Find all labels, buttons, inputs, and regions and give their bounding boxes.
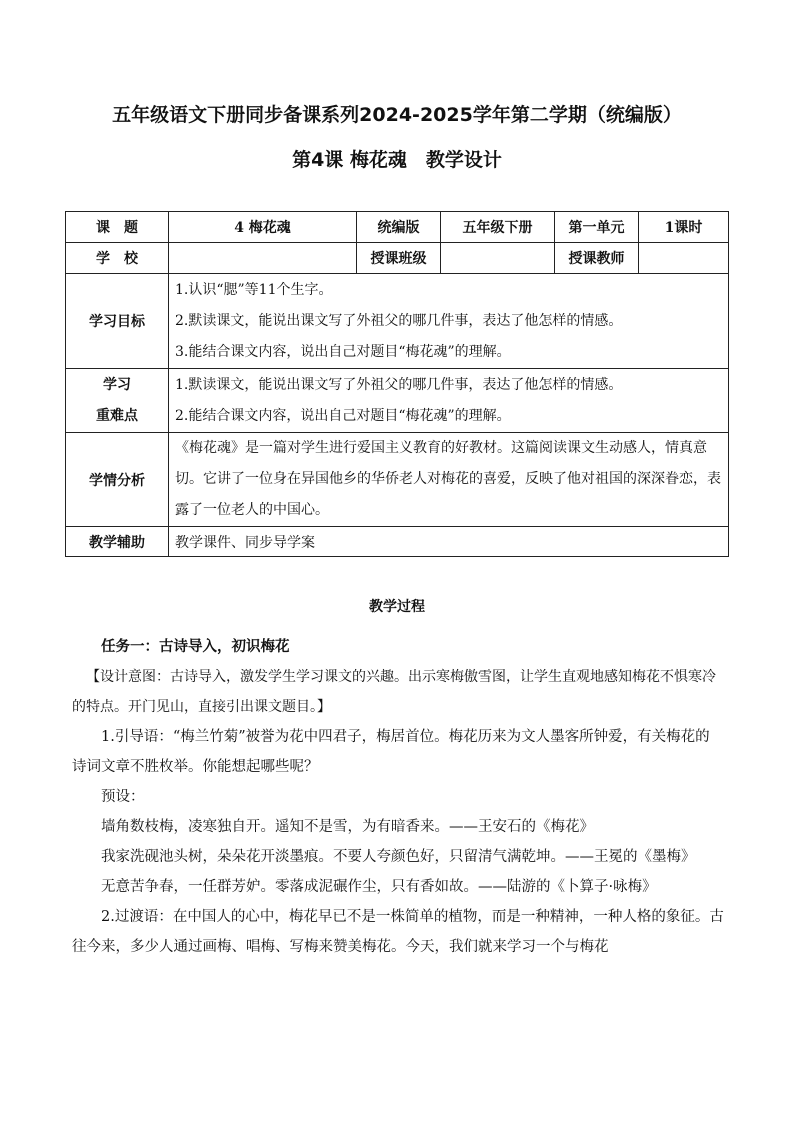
- edition: 统编版: [357, 212, 441, 243]
- key-points-content: [169, 369, 729, 433]
- poem-line: 我家洗砚池头树，朵朵花开淡墨痕。不要人夸颜色好，只留清气满乾坤。——王冕的《墨梅》: [101, 849, 696, 865]
- analysis-content: 《梅花魂》是一篇对学生进行爱国主义教育的好教材。这篇阅读课文生动感人，情真意切。它讲了一位身在异国他乡的华侨老人对梅花的喜爱，反映了他对祖国的深深眷恋，表露了一位老人的中国心。: [169, 433, 729, 527]
- objective-item: 1.认识“腮”等11个生字。: [175, 281, 333, 298]
- key-point-item: 1.默读课文，能说出课文写了外祖父的哪几件事，表达了他怎样的情感。: [175, 376, 623, 393]
- lesson-title: 第4课 梅花魂 教学设计: [292, 149, 502, 171]
- teacher-label: 授课教师: [555, 243, 639, 274]
- table-row: [66, 527, 729, 557]
- key-point-item: 2.能结合课文内容，说出自己对题目“梅花魂”的理解。: [175, 407, 511, 424]
- task-title: 任务一：古诗导入，初识梅花: [101, 638, 290, 655]
- table-row: [66, 212, 729, 243]
- poem-line: 无意苦争春，一任群芳妒。零落成泥碾作尘，只有香如故。——陆游的《卜算子·咏梅》: [101, 879, 657, 895]
- lesson-name: 4 梅花魂: [169, 212, 357, 243]
- topic-label: 课 题: [66, 212, 169, 243]
- aids-label: 教学辅助: [66, 527, 169, 557]
- class-value: [441, 243, 555, 274]
- school-label: 学 校: [66, 243, 169, 274]
- design-intent: 【设计意图：古诗导入，激发学生学习课文的兴趣。出示寒梅傲雪图，让学生直观地感知梅花不惧寒冷的特点。开门见山，直接引出课文题目。】: [72, 669, 716, 715]
- objective-item: 3.能结合课文内容，说出自己对题目“梅花魂”的理解。: [175, 343, 511, 360]
- paragraph: 2.过渡语：在中国人的心中，梅花早已不是一株简单的植物，而是一种精神，一种人格的象征。古往今来，多少人通过画梅、唱梅、写梅来赞美梅花。今天，我们就来学习一个与梅花: [72, 909, 724, 955]
- unit: 第一单元: [555, 212, 639, 243]
- teacher-value: [639, 243, 729, 274]
- aids-content: 教学课件、同步导学案: [169, 527, 729, 557]
- objectives-label: 学习目标: [66, 274, 169, 369]
- key-points-label-line1: 学习: [103, 376, 131, 393]
- objective-item: 2.默读课文，能说出课文写了外祖父的哪几件事，表达了他怎样的情感。: [175, 312, 623, 329]
- lesson-info-table: [65, 211, 729, 557]
- document-title: 五年级语文下册同步备课系列2024-2025学年第二学期（统编版）: [112, 104, 682, 126]
- objectives-content: [169, 274, 729, 369]
- table-row: [66, 274, 729, 369]
- class-label: 授课班级: [357, 243, 441, 274]
- key-points-label-line2: 重难点: [96, 407, 138, 424]
- key-points-label: [66, 369, 169, 433]
- preset-label: 预设：: [101, 789, 145, 805]
- analysis-label: 学情分析: [66, 433, 169, 527]
- grade: 五年级下册: [441, 212, 555, 243]
- table-row: [66, 433, 729, 527]
- paragraph: 1.引导语：“梅兰竹菊”被誉为花中四君子，梅居首位。梅花历来为文人墨客所钟爱，有关梅花的诗词文章不胜枚举。你能想起哪些呢？: [72, 729, 710, 775]
- poem-line: 墙角数枝梅，凌寒独自开。遥知不是雪，为有暗香来。——王安石的《梅花》: [101, 819, 594, 835]
- section-heading: 教学过程: [369, 599, 425, 615]
- teaching-process: [72, 632, 724, 962]
- table-row: [66, 243, 729, 274]
- class-hours: 1课时: [639, 212, 729, 243]
- school-value: [169, 243, 357, 274]
- table-row: [66, 369, 729, 433]
